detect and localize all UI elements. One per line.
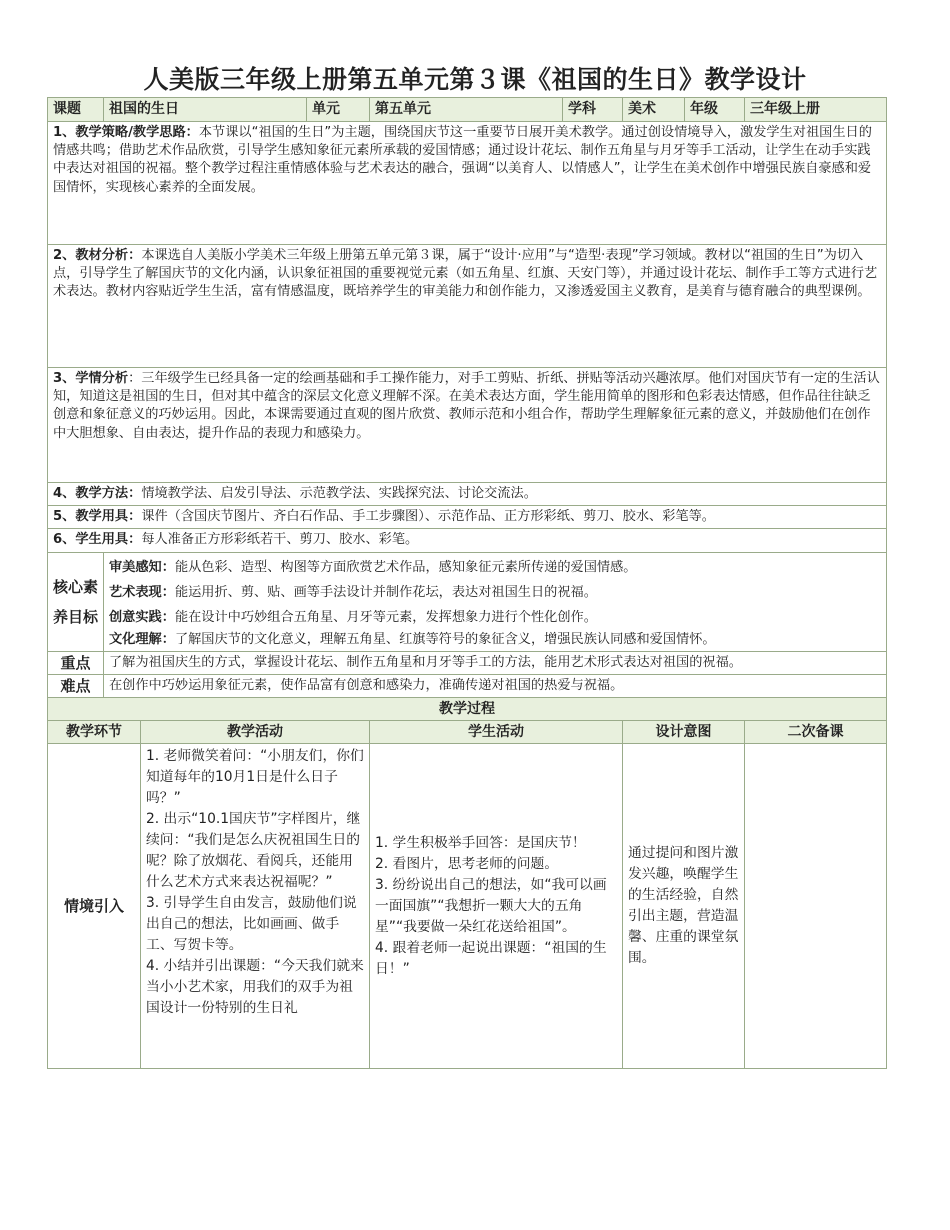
student-activity bbox=[370, 744, 623, 1069]
section-text: 情境教学法、启发引导法、示范教学法、实践探究法、讨论交流法。 bbox=[141, 486, 537, 501]
section-heading: 1、教学策略/教学思路： bbox=[53, 125, 199, 140]
unit-label: 单元 bbox=[307, 98, 370, 122]
core-item-name: 文化理解： bbox=[109, 631, 175, 647]
teacher-step: 3. 引导学生自由发言，鼓励他们说出自己的想法，比如画画、做手工、写贺卡等。 bbox=[146, 895, 357, 954]
difficulty-row bbox=[48, 674, 887, 697]
teacher-step: 1. 老师微笑着问：“小朋友们，你们知道每年的10月1日是什么日子吗？” bbox=[146, 748, 364, 807]
core-label: 核心素养目标 bbox=[48, 552, 104, 651]
column-stage: 教学环节 bbox=[48, 721, 141, 744]
column-teacher-activity: 教学活动 bbox=[141, 721, 370, 744]
key-point-label: 重点 bbox=[48, 651, 104, 674]
student-step: 4. 跟着老师一起说出课题：“祖国的生日！” bbox=[375, 939, 607, 977]
teacher-step: 4. 小结并引出课题：“今天我们就来当小小艺术家，用我们的双手为祖国设计一份特别的生日礼 bbox=[146, 958, 364, 1017]
section-text: 本课选自人美版小学美术三年级上册第五单元第３课，属于“设计·应用”与“造型·表现”学习领域。教材以“祖国的生日”为切入点，引导学生了解国庆节的文化内涵，认识象征祖国的重要视觉元素（如五角星、红旗、天安门等），并通过设计花坛、制作手工等方式进行艺术表达。教材内容贴近学生生活，富有情感温度，既培养学生的审美能力和创作能力，又渗透爱国主义教育，是美育与德育融合的典型课例。 bbox=[53, 248, 878, 300]
student-step: 1. 学生积极举手回答：是国庆节！ bbox=[375, 834, 586, 851]
column-second-prep: 二次备课 bbox=[745, 721, 887, 744]
core-item bbox=[109, 630, 881, 649]
teacher-activity bbox=[141, 744, 370, 1069]
core-item bbox=[109, 555, 881, 580]
core-item bbox=[109, 605, 881, 630]
unit-value: 第五单元 bbox=[370, 98, 563, 122]
core-item-text: 能从色彩、造型、构图等方面欣赏艺术作品，感知象征元素所传递的爱国情感。 bbox=[174, 559, 637, 575]
subject-label: 学科 bbox=[563, 98, 623, 122]
core-item-text: 能在设计中巧妙组合五角星、月牙等元素，发挥想象力进行个性化创作。 bbox=[174, 609, 597, 625]
column-student-activity: 学生活动 bbox=[370, 721, 623, 744]
key-point-row bbox=[48, 651, 887, 674]
core-item bbox=[109, 580, 881, 605]
topic-value: 祖国的生日 bbox=[104, 98, 307, 122]
student-step: 3. 纷纷说出自己的想法，如“我可以画一面国旗”“我想折一颗大大的五角星”“我要做一朵红花送给祖国”。 bbox=[375, 876, 607, 935]
lesson-plan-table bbox=[47, 97, 887, 1069]
core-item-text: 了解国庆节的文化意义，理解五角星、红旗等符号的象征含义，增强民族认同感和爱国情怀。 bbox=[174, 631, 716, 647]
section-teaching-methods bbox=[48, 483, 887, 506]
section-heading: 4、教学方法： bbox=[53, 486, 142, 501]
student-step: 2. 看图片，思考老师的问题。 bbox=[375, 855, 559, 872]
section-teaching-tools bbox=[48, 506, 887, 529]
section-text: 每人准备正方形彩纸若干、剪刀、胶水、彩笔。 bbox=[141, 532, 419, 548]
section-student-tools bbox=[48, 529, 887, 552]
core-item-name: 艺术表现： bbox=[109, 584, 175, 600]
difficulty-label: 难点 bbox=[48, 674, 104, 697]
grade-label: 年级 bbox=[685, 98, 745, 122]
second-prep bbox=[745, 744, 887, 1069]
topic-label: 课题 bbox=[48, 98, 104, 122]
teacher-step: 2. 出示“10.1国庆节”字样图片，继续问：“我们是怎么庆祝祖国生日的呢？除了放烟花、看阅兵，还能用什么艺术方式来表达祝福呢？” bbox=[146, 811, 361, 891]
process-columns-row bbox=[48, 721, 887, 744]
key-point-text: 了解为祖国庆生的方式，掌握设计花坛、制作五角星和月牙等手工的方法，能用艺术形式表达对祖国的祝福。 bbox=[104, 651, 887, 674]
process-header-row bbox=[48, 698, 887, 721]
section-text: ：三年级学生已经具备一定的绘画基础和手工操作能力，对手工剪贴、折纸、拼贴等活动兴趣浓厚。他们对国庆节有一定的生活认知，知道这是祖国的生日，但对其中蕴含的深层文化意义理解不深。在美术表达方面，学生能用简单的图形和色彩表达情感，但作品往往缺乏创意和象征意义的巧妙运用。因此，本课需要通过直观的图片欣赏、教师示范和小组合作，帮助学生理解象征元素的意义，并鼓励他们在创作中大胆想象、自由表达，提升作品的表现力和感染力。 bbox=[53, 371, 880, 441]
section-text: 课件（含国庆节图片、齐白石作品、手工步骤图）、示范作品、正方形彩纸、剪刀、胶水、彩笔等。 bbox=[141, 509, 715, 525]
core-item-name: 创意实践： bbox=[109, 609, 175, 625]
design-intent: 通过提问和图片激发兴趣，唤醒学生的生活经验，自然引出主题，营造温馨、庄重的课堂氛围。 bbox=[623, 744, 745, 1069]
difficulty-text: 在创作中巧妙运用象征元素，使作品富有创意和感染力，准确传递对祖国的热爱与祝福。 bbox=[104, 674, 887, 697]
page-title: 人美版三年级上册第五单元第３课《祖国的生日》教学设计 bbox=[143, 65, 807, 94]
core-item-text: 能运用折、剪、贴、画等手法设计并制作花坛，表达对祖国生日的祝福。 bbox=[174, 584, 597, 600]
section-heading: 5、教学用具： bbox=[53, 509, 142, 525]
stage-name: 情境引入 bbox=[48, 744, 141, 1069]
section-heading: 2、教材分析： bbox=[53, 248, 142, 263]
section-heading: 3、学情分析 bbox=[53, 371, 129, 386]
section-text: 本节课以“祖国的生日”为主题，围绕国庆节这一重要节日展开美术教学。通过创设情境导入，激发学生对祖国生日的情感共鸣；借助艺术作品欣赏，引导学生感知象征元素所承载的爱国情感；通过设计花坛、制作五角星与月牙等手工活动，让学生在动手实践中表达对祖国的祝福。整个教学过程注重情感体验与艺术表达的融合，强调“以美育人、以情感人”，让学生在美术创作中增强民族自豪感和爱国情怀，实现核心素养的全面发展。 bbox=[53, 125, 872, 195]
section-heading: 6、学生用具： bbox=[53, 532, 142, 548]
core-item-name: 审美感知： bbox=[109, 559, 175, 575]
process-row bbox=[48, 744, 887, 1069]
section-material-analysis bbox=[48, 245, 887, 368]
subject-value: 美术 bbox=[623, 98, 685, 122]
section-strategy bbox=[48, 122, 887, 245]
column-design-intent: 设计意图 bbox=[623, 721, 745, 744]
process-header: 教学过程 bbox=[48, 698, 887, 721]
grade-value: 三年级上册 bbox=[745, 98, 887, 122]
info-row bbox=[48, 98, 887, 122]
core-competency-row bbox=[48, 552, 887, 651]
section-learner-analysis bbox=[48, 368, 887, 483]
